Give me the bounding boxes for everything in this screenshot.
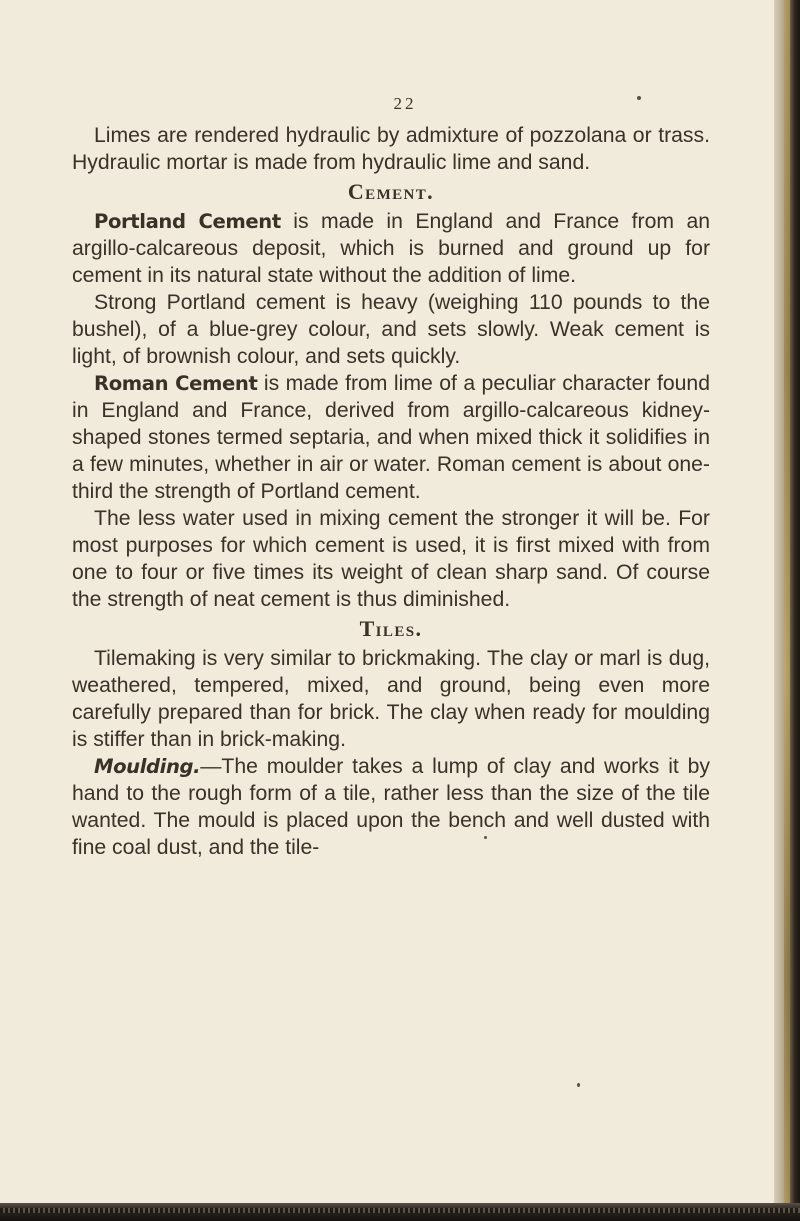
- paragraph-tilemaking: [72, 645, 710, 753]
- paragraph-text: Limes are rendered hydraulic by admixture of pozzolana or trass. Hydraulic mortar is made from hydraulic lime and sand.: [72, 124, 710, 174]
- page-number: 22: [393, 94, 417, 113]
- page-stack-edge: [0, 1208, 800, 1213]
- run-in-term: Portland Cement: [94, 210, 281, 233]
- run-in-term: Roman Cement: [94, 372, 258, 395]
- gilt-edge: [784, 0, 790, 1221]
- paragraph-hydraulic-limes: [72, 122, 710, 176]
- paragraph-water-in-cement: [72, 505, 710, 613]
- paragraph-text: Strong Portland cement is heavy (weighing 110 pounds to the bushel), of a blue-grey colour, and sets slowly. Weak cement is light, of brownish colour, and sets quickly.: [72, 291, 710, 368]
- paragraph-text: —The moulder takes a lump of clay and works it by hand to the rough form of a tile, rather less than the size of the tile wanted. The mould is placed upon the bench and well dusted with fine coal dust, and the tile-: [72, 755, 710, 859]
- paragraph-portland-cement: [72, 208, 710, 289]
- paragraph-text: The less water used in mixing cement the stronger it will be. For most purposes for which cement is used, it is first mixed with from one to four or five times its weight of clean sharp sand. Of course the strength of neat cement is thus diminished.: [72, 507, 710, 611]
- ink-fleck: [577, 1083, 580, 1087]
- paragraph-text: Tilemaking is very similar to brickmaking. The clay or marl is dug, weathered, tempered, mixed, and ground, being even more carefully prepared than for brick. The clay when ready for moulding is stiffer than in brick-making.: [72, 647, 710, 751]
- run-in-term: Moulding.: [94, 755, 201, 778]
- ink-fleck: [637, 96, 641, 100]
- paragraph-moulding: [72, 753, 710, 861]
- paragraph-text: is made in England and France from an argillo-calcareous deposit, which is burned and ground up for cement in its natural state without the addition of lime.: [72, 210, 711, 287]
- section-heading-cement: Cement.: [347, 179, 435, 204]
- page-body: [72, 122, 710, 861]
- section-heading-tiles: Tiles.: [359, 616, 423, 641]
- paragraph-text: is made from lime of a peculiar character found in England and France, derived from argillo-calcareous kidney-shaped stones termed septaria, and when mixed thick it solidifies in a few minutes, whether in air or water. Roman cement is about one-third the strength of Portland cement.: [72, 372, 710, 503]
- paragraph-strong-portland: [72, 289, 710, 370]
- paragraph-roman-cement: [72, 370, 710, 505]
